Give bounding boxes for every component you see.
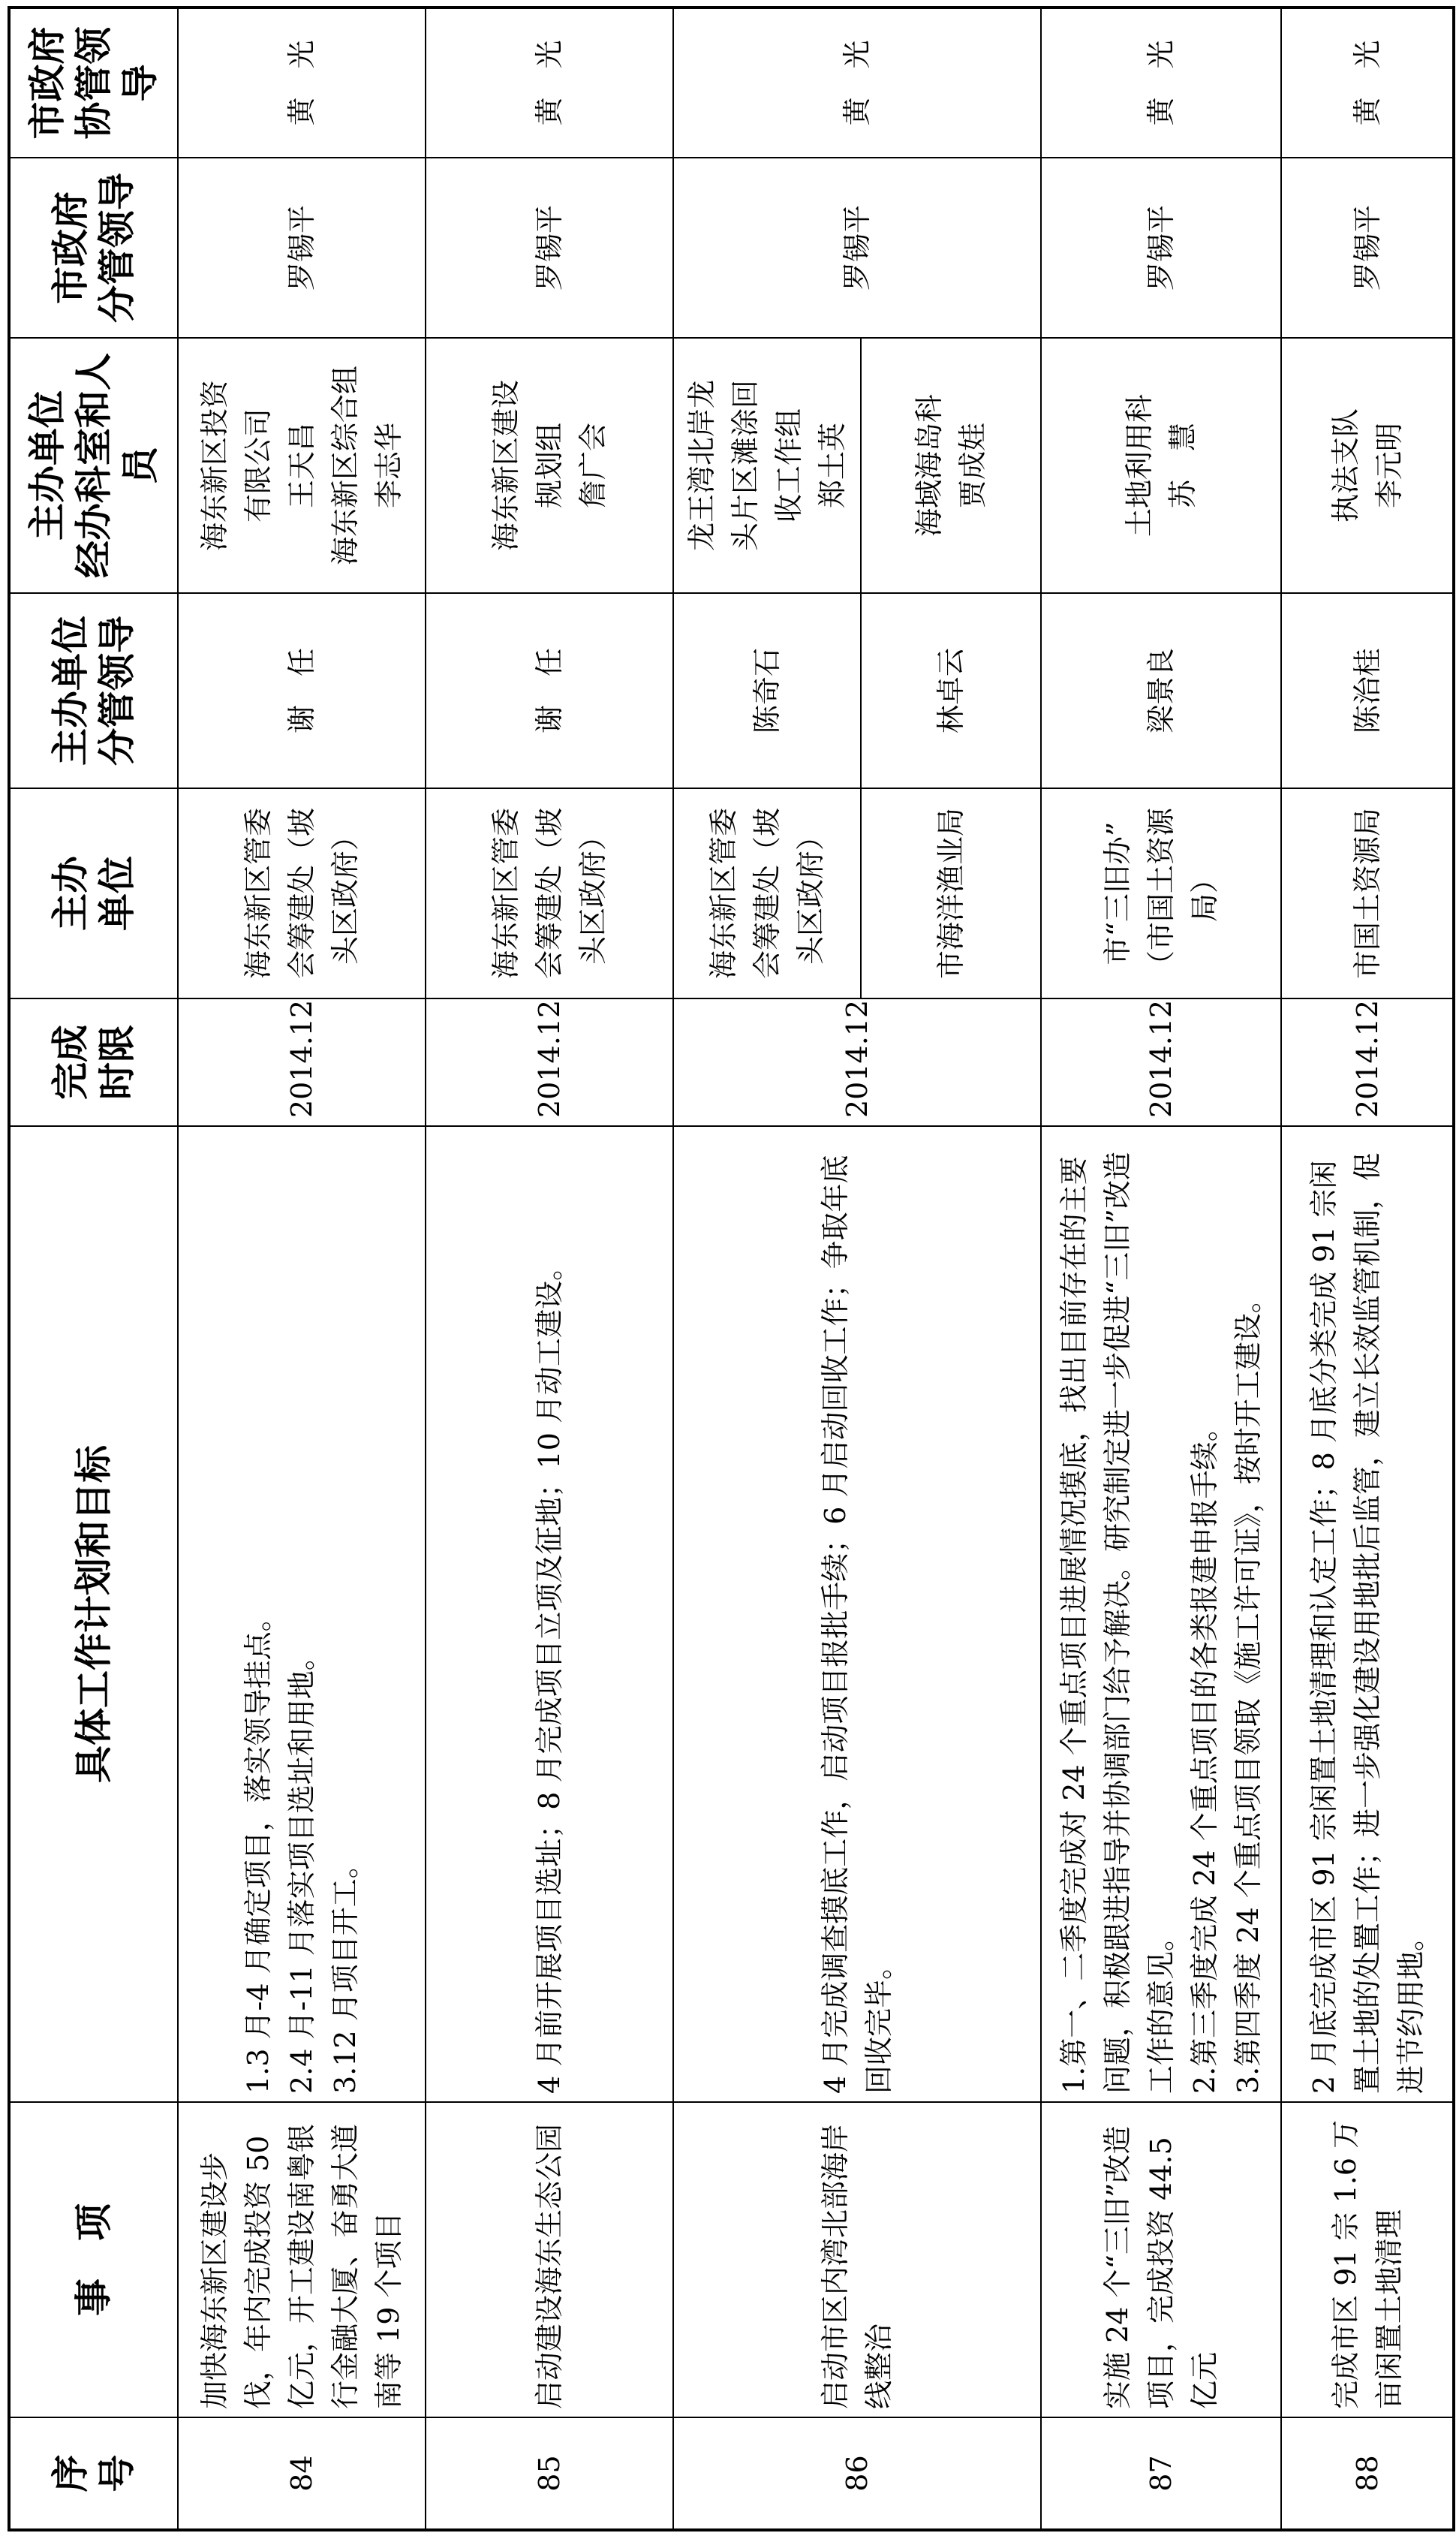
header-gov-leader	[9, 158, 178, 338]
header-seq	[9, 2417, 178, 2530]
table-row	[178, 8, 426, 2530]
header-staff	[9, 338, 178, 593]
gov-leader-cell: 罗锡平	[426, 158, 673, 338]
header-gov-leader-line: 分管领导	[95, 173, 139, 323]
assist-leader-cell: 黄 光	[178, 8, 426, 158]
header-item	[9, 2102, 178, 2417]
unit-cell	[673, 788, 861, 998]
assist-leader-cell: 黄 光	[1041, 8, 1281, 158]
header-plan-line: 具体工作计划和目标	[72, 1445, 116, 1783]
plan-line: 3.12 月项目开工。	[329, 1850, 362, 2094]
plan-cell	[673, 1126, 1041, 2102]
header-deadline	[9, 998, 178, 1126]
item-cell	[1281, 2102, 1454, 2417]
assist-leader-cell: 黄 光	[1281, 8, 1454, 158]
header-plan	[9, 1126, 178, 2102]
unit-cell	[1281, 788, 1454, 998]
staff-line: 龙王湾北岸龙	[685, 380, 718, 552]
gov-leader-cell: 罗锡平	[1041, 158, 1281, 338]
staff-cell	[673, 338, 861, 593]
seq-cell: 86	[673, 2417, 1041, 2530]
unit-leader-cell: 林卓云	[861, 593, 1041, 788]
plan-line: 3.第四季度 24 个重点项目领取《施工许可证》，按时开工建设。	[1232, 1285, 1265, 2094]
deadline-cell: 2014.12	[673, 998, 1041, 1126]
staff-line: 收工作组	[772, 408, 805, 523]
header-staff-line: 经办科室和人员	[72, 353, 162, 578]
staff-cell	[426, 338, 673, 593]
header-unit-leader-line: 主办单位	[49, 616, 92, 766]
plan-line: 2 月底完成市区 91 宗闲置土地清理和认定工作；8 月底分类完成 91 宗闲置土地的处置工作；进一步强化建设用地批后监管，建立长效监管机制，促进节约用地。	[1307, 1152, 1427, 2094]
staff-line: 海域海岛科	[913, 394, 946, 538]
unit-cell	[426, 788, 673, 998]
plan-cell	[178, 1126, 426, 2102]
unit-text: 海东新区管委会筹建处（坡头区政府）	[489, 808, 609, 980]
header-unit-line: 单位	[95, 856, 139, 931]
item-text: 完成市区 91 宗 1.6 万亩闲置土地清理	[1328, 2119, 1406, 2409]
staff-cell	[178, 338, 426, 593]
staff-line: 海东新区建设	[489, 380, 522, 552]
header-unit-leader-line: 分管领导	[95, 616, 139, 766]
staff-line: 海东新区投资	[198, 380, 231, 552]
plan-cell	[1041, 1126, 1281, 2102]
header-assist-leader-line: 协管领导	[72, 26, 162, 140]
unit-text: 海东新区管委会筹建处（坡头区政府）	[707, 808, 827, 980]
unit-leader-cell: 梁景良	[1041, 593, 1281, 788]
item-text: 启动市区内湾北部海岸线整治	[819, 2123, 895, 2409]
unit-leader-cell: 陈治桂	[1281, 593, 1454, 788]
staff-line: 苏 慧	[1166, 423, 1199, 509]
deadline-cell: 2014.12	[178, 998, 426, 1126]
staff-line: 土地利用科	[1123, 394, 1156, 538]
header-unit-leader	[9, 593, 178, 788]
unit-text: （市国土资源局）	[1145, 808, 1221, 980]
unit-text: 市国土资源局	[1350, 808, 1384, 980]
work-plan-table	[8, 6, 1455, 2531]
header-unit	[9, 788, 178, 998]
item-text: 实施 24 个“三旧”改造项目，完成投资 44.5 亿元	[1101, 2125, 1221, 2409]
unit-cell	[178, 788, 426, 998]
item-cell	[673, 2102, 1041, 2417]
staff-line: 李志华	[372, 423, 405, 509]
header-unit-line: 主办	[49, 856, 92, 931]
plan-line: 2.第三季度完成 24 个重点项目的各类报建申报手续。	[1188, 1413, 1221, 2094]
header-assist-leader	[9, 8, 178, 158]
header-assist-leader-line: 市政府	[26, 26, 69, 140]
plan-line: 4 月前开展项目选址；8 月完成项目立项及征地；10 月动工建设。	[533, 1252, 566, 2094]
unit-leader-cell: 谢 任	[426, 593, 673, 788]
table-row	[1281, 8, 1454, 2530]
staff-line: 王天昌	[285, 423, 318, 509]
unit-text: 市“三旧办”	[1101, 821, 1134, 965]
unit-text: 海东新区管委会筹建处（坡头区政府）	[242, 808, 362, 980]
table-row	[426, 8, 673, 2530]
header-deadline-line: 时限	[95, 1025, 139, 1100]
staff-line: 规划组	[533, 423, 566, 509]
header-staff-line: 主办单位	[26, 390, 69, 541]
staff-cell	[861, 338, 1041, 593]
assist-leader-cell: 黄 光	[426, 8, 673, 158]
unit-cell	[1041, 788, 1281, 998]
plan-line: 2.4 月-11 月落实项目选址和用地。	[285, 1642, 318, 2094]
staff-cell	[1281, 338, 1454, 593]
header-row	[9, 8, 178, 2530]
plan-cell	[1281, 1126, 1454, 2102]
staff-line: 詹广会	[576, 423, 609, 509]
seq-cell: 85	[426, 2417, 673, 2530]
unit-leader-cell: 谢 任	[178, 593, 426, 788]
item-cell	[426, 2102, 673, 2417]
item-text: 启动建设海东生态公园	[533, 2123, 566, 2409]
gov-leader-cell: 罗锡平	[673, 158, 1041, 338]
seq-cell: 88	[1281, 2417, 1454, 2530]
staff-line: 贾成娃	[956, 423, 989, 509]
deadline-cell: 2014.12	[1041, 998, 1281, 1126]
item-text: 加快海东新区建设步伐，年内完成投资 50 亿元，开工建设南粤银行金融大厦、奋勇大道南等 19 个项目	[198, 2123, 405, 2409]
staff-cell	[1041, 338, 1281, 593]
assist-leader-cell: 黄 光	[673, 8, 1041, 158]
deadline-cell: 2014.12	[1281, 998, 1454, 1126]
plan-cell	[426, 1126, 673, 2102]
header-item-line: 事 项	[72, 2203, 116, 2316]
header-seq-line: 号	[95, 2454, 139, 2492]
item-cell	[1041, 2102, 1281, 2417]
header-gov-leader-line: 市政府	[49, 191, 92, 304]
table-row	[1041, 8, 1281, 2530]
gov-leader-cell: 罗锡平	[1281, 158, 1454, 338]
seq-cell: 87	[1041, 2417, 1281, 2530]
staff-line: 执法支队	[1328, 408, 1362, 523]
plan-line: 4 月完成调查摸底工作，启动项目报批手续；6 月启动回收工作；争取年底回收完毕。	[819, 1155, 895, 2094]
unit-leader-cell: 陈奇石	[673, 593, 861, 788]
staff-line: 头片区滩涂回	[729, 380, 762, 552]
deadline-cell: 2014.12	[426, 998, 673, 1126]
header-deadline-line: 完成	[49, 1025, 92, 1100]
unit-cell	[861, 788, 1041, 998]
gov-leader-cell: 罗锡平	[178, 158, 426, 338]
seq-cell: 84	[178, 2417, 426, 2530]
plan-line: 1.3 月-4 月确定项目，落实领导挂点。	[242, 1603, 275, 2094]
plan-line: 1.第一、二季度完成对 24 个重点项目进展情况摸底，找出目前存在的主要问题，积极跟进指导并协调部门给予解决。研究制定进一步促进“三旧”改造工作的意见。	[1057, 1152, 1178, 2094]
header-seq-line: 序	[49, 2454, 92, 2492]
staff-line: 郑土英	[816, 423, 849, 509]
staff-line: 有限公司	[242, 408, 275, 523]
item-cell	[178, 2102, 426, 2417]
unit-text: 市海洋渔业局	[934, 808, 967, 980]
table-row	[673, 8, 861, 2530]
staff-line: 李元明	[1372, 423, 1406, 509]
staff-line: 海东新区综合组	[329, 366, 362, 566]
